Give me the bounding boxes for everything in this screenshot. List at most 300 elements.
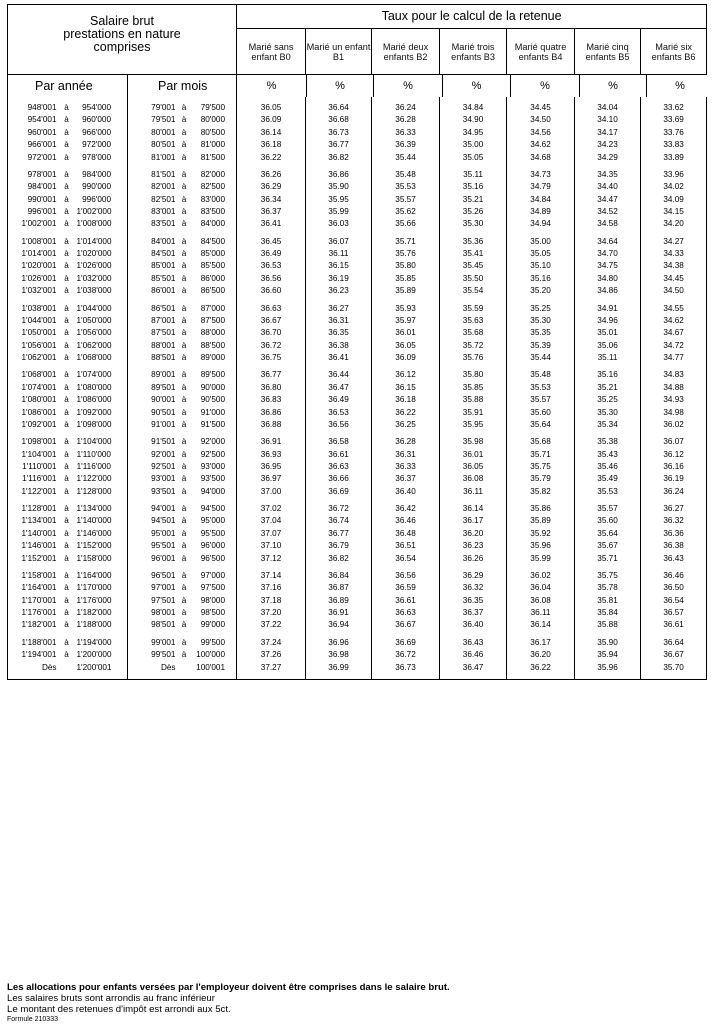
rate-b6: 33.62 — [641, 102, 707, 114]
rate-b2: 35.57 — [372, 194, 440, 206]
month-sep: à — [181, 207, 187, 216]
month-to: 86'000 — [193, 273, 237, 285]
year-sep: à — [64, 595, 69, 605]
year-to: 1'188'000 — [77, 619, 128, 631]
rate-b4: 35.20 — [507, 285, 575, 297]
rate-b2: 35.53 — [372, 181, 440, 193]
column-header-b5: Marié cinq enfants B5 — [575, 29, 641, 75]
month-from: 96'001 — [151, 553, 176, 563]
rate-b4: 35.25 — [507, 302, 575, 314]
year-sep: à — [64, 486, 69, 496]
month-from: 82'501 — [151, 194, 176, 204]
year-to: 966'000 — [77, 127, 128, 139]
month-to: 94'000 — [193, 486, 237, 498]
year-from: 1'092'001 — [8, 419, 57, 431]
year-from: 1'062'001 — [8, 352, 57, 364]
rate-b6: 36.67 — [641, 649, 707, 661]
rate-b6: 36.02 — [641, 419, 707, 431]
year-to: 1'104'000 — [77, 436, 128, 448]
rate-b1: 36.87 — [306, 582, 372, 594]
year-to: 1'008'000 — [77, 218, 128, 230]
rate-b4: 36.11 — [507, 607, 575, 619]
rate-b6: 36.46 — [641, 570, 707, 582]
rate-b5: 34.23 — [575, 139, 641, 151]
year-from: 1'128'001 — [8, 503, 57, 515]
year-to: 1'200'001 — [77, 661, 128, 673]
month-from: 95'501 — [151, 541, 176, 551]
year-to: 1'152'000 — [77, 540, 128, 552]
rate-b6: 34.77 — [641, 352, 707, 364]
rate-b0: 37.22 — [237, 619, 306, 631]
rate-b1: 36.53 — [306, 406, 372, 418]
rate-b5: 35.21 — [575, 382, 641, 394]
rate-b6: 34.62 — [641, 315, 707, 327]
month-sep: à — [181, 115, 187, 125]
group-spacer — [8, 674, 707, 679]
rate-b5: 34.04 — [575, 102, 641, 114]
month-from: 80'501 — [151, 140, 176, 150]
month-sep: à — [181, 353, 187, 363]
rate-b0: 37.18 — [237, 595, 306, 607]
month-from: 96'501 — [151, 570, 176, 580]
year-to: 1'164'000 — [77, 570, 128, 582]
rate-b3: 36.23 — [440, 540, 507, 552]
rate-b1: 36.98 — [306, 649, 372, 661]
month-sep: à — [181, 152, 187, 162]
rate-b3: 36.35 — [440, 595, 507, 607]
year-to: 1'002'000 — [77, 206, 128, 218]
year-sep: à — [64, 194, 69, 204]
month-to: 82'000 — [193, 169, 237, 181]
year-sep: à — [64, 504, 69, 514]
month-to: 82'500 — [193, 181, 237, 193]
spacer-cell — [77, 674, 128, 679]
rate-b3: 35.88 — [440, 394, 507, 406]
year-from: 1'098'001 — [8, 436, 57, 448]
month-to: 81'000 — [193, 139, 237, 151]
month-sep: à — [181, 328, 187, 338]
table-row — [8, 169, 707, 181]
month-from: Dès — [160, 662, 176, 672]
rate-header: Taux pour le calcul de la retenue — [237, 5, 707, 29]
rate-b0: 36.26 — [237, 169, 306, 181]
year-to: 954'000 — [77, 102, 128, 114]
rate-b3: 36.20 — [440, 528, 507, 540]
month-sep: à — [181, 219, 187, 229]
percent-unit-b0: % — [237, 75, 307, 97]
month-to: 96'500 — [193, 553, 237, 565]
rate-b3: 36.01 — [440, 449, 507, 461]
rate-b6: 36.36 — [641, 528, 707, 540]
year-from: 1'164'001 — [8, 582, 57, 594]
rate-b6: 33.69 — [641, 114, 707, 126]
rate-b4: 34.89 — [507, 206, 575, 218]
rate-b3: 36.40 — [440, 619, 507, 631]
month-to: 90'500 — [193, 394, 237, 406]
month-sep: à — [181, 528, 187, 538]
year-to: 1'176'000 — [77, 595, 128, 607]
rate-b4: 34.56 — [507, 127, 575, 139]
rate-b0: 36.67 — [237, 315, 306, 327]
year-sep: à — [64, 249, 69, 259]
rate-b1: 36.82 — [306, 553, 372, 565]
rate-b0: 37.16 — [237, 582, 306, 594]
year-sep: à — [64, 528, 69, 538]
rate-b2: 35.44 — [372, 151, 440, 163]
rate-b1: 36.69 — [306, 486, 372, 498]
percent-unit-b3: % — [443, 75, 511, 97]
rate-b6: 36.32 — [641, 515, 707, 527]
year-sep: à — [64, 449, 69, 459]
year-from: 1'116'001 — [8, 473, 57, 485]
rate-b5: 35.06 — [575, 340, 641, 352]
rate-b5: 34.47 — [575, 194, 641, 206]
month-to: 97'000 — [193, 570, 237, 582]
year-sep: à — [64, 620, 69, 630]
spacer-cell — [237, 674, 306, 679]
rate-b6: 34.20 — [641, 218, 707, 230]
rate-b0: 37.27 — [237, 661, 306, 673]
rate-b6: 34.09 — [641, 194, 707, 206]
year-to: 1'062'000 — [77, 340, 128, 352]
table-row — [8, 661, 707, 673]
year-sep: à — [64, 461, 69, 471]
rate-b6: 36.19 — [641, 473, 707, 485]
rate-b1: 36.64 — [306, 102, 372, 114]
rate-b2: 36.22 — [372, 406, 440, 418]
month-from: 84'501 — [151, 249, 176, 259]
year-from: 954'001 — [8, 114, 57, 126]
rate-b5: 34.17 — [575, 127, 641, 139]
year-sep: à — [64, 152, 69, 162]
month-to: 95'000 — [193, 515, 237, 527]
rate-b0: 36.37 — [237, 206, 306, 218]
table-row — [8, 515, 707, 527]
rate-b4: 35.30 — [507, 315, 575, 327]
rate-b6: 36.64 — [641, 637, 707, 649]
rate-b3: 34.95 — [440, 127, 507, 139]
year-sep: à — [64, 474, 69, 484]
year-to: 990'000 — [77, 181, 128, 193]
rate-b1: 36.86 — [306, 169, 372, 181]
month-to: 87'000 — [193, 302, 237, 314]
table-row — [8, 181, 707, 193]
year-from: 1'032'001 — [8, 285, 57, 297]
year-to: 1'092'000 — [77, 406, 128, 418]
year-to: 1'020'000 — [77, 248, 128, 260]
salary-header — [8, 5, 237, 75]
month-from: 87'501 — [151, 328, 176, 338]
rate-b4: 35.53 — [507, 382, 575, 394]
rate-b5: 34.58 — [575, 218, 641, 230]
par-annee-header: Par année — [8, 75, 128, 98]
year-to: 996'000 — [77, 194, 128, 206]
rate-b1: 36.44 — [306, 369, 372, 381]
percent-unit-b2: % — [374, 75, 443, 97]
rate-table-document — [7, 4, 706, 680]
rate-b4: 35.75 — [507, 461, 575, 473]
rate-b6: 34.93 — [641, 394, 707, 406]
month-from: 91'501 — [151, 437, 176, 447]
year-from: 1'104'001 — [8, 449, 57, 461]
year-to: 1'140'000 — [77, 515, 128, 527]
rate-b1: 35.99 — [306, 206, 372, 218]
rate-b0: 37.20 — [237, 607, 306, 619]
year-sep: à — [64, 370, 69, 380]
year-from: 1'176'001 — [8, 607, 57, 619]
rate-b1: 36.03 — [306, 218, 372, 230]
note-rounding-salary: Les salaires bruts sont arrondis au franc inférieur — [7, 993, 215, 1004]
rate-b2: 36.51 — [372, 540, 440, 552]
month-sep: à — [181, 340, 187, 350]
rate-b6: 34.88 — [641, 382, 707, 394]
rate-b6: 33.96 — [641, 169, 707, 181]
rate-b2: 36.25 — [372, 419, 440, 431]
month-from: 89'501 — [151, 382, 176, 392]
rate-b2: 36.39 — [372, 139, 440, 151]
rate-b6: 36.50 — [641, 582, 707, 594]
rate-b0: 36.63 — [237, 302, 306, 314]
rate-b1: 36.72 — [306, 503, 372, 515]
rate-b6: 34.72 — [641, 340, 707, 352]
table-row — [8, 369, 707, 381]
rate-b4: 35.99 — [507, 553, 575, 565]
rate-b2: 35.93 — [372, 302, 440, 314]
rate-b0: 36.77 — [237, 369, 306, 381]
table-row — [8, 114, 707, 126]
rate-b1: 36.94 — [306, 619, 372, 631]
rate-b4: 36.17 — [507, 637, 575, 649]
month-from: 97'001 — [151, 583, 176, 593]
month-to: 93'000 — [193, 461, 237, 473]
rate-b0: 37.02 — [237, 503, 306, 515]
month-sep: à — [181, 395, 187, 405]
rate-b3: 36.17 — [440, 515, 507, 527]
rate-b2: 36.33 — [372, 127, 440, 139]
year-from: Dès — [8, 661, 57, 673]
year-from: 1'188'001 — [8, 637, 57, 649]
rate-b2: 36.72 — [372, 649, 440, 661]
month-to: 86'500 — [193, 285, 237, 297]
table-row — [8, 236, 707, 248]
column-header-b3: Marié trois enfants B3 — [440, 29, 507, 75]
rate-b5: 34.96 — [575, 315, 641, 327]
column-header-b2: Marié deux enfants B2 — [372, 29, 440, 75]
rate-b5: 35.88 — [575, 619, 641, 631]
month-from: 94'501 — [151, 516, 176, 526]
year-to: 978'000 — [77, 151, 128, 163]
table-row — [8, 486, 707, 498]
month-from: 83'001 — [151, 207, 176, 216]
rate-b5: 35.60 — [575, 515, 641, 527]
rate-b3: 35.21 — [440, 194, 507, 206]
year-from: 1'080'001 — [8, 394, 57, 406]
month-to: 83'000 — [193, 194, 237, 206]
rate-b5: 35.30 — [575, 406, 641, 418]
rate-b4: 36.14 — [507, 619, 575, 631]
month-sep: à — [181, 516, 187, 526]
year-from: 1'170'001 — [8, 595, 57, 607]
year-from: 1'056'001 — [8, 340, 57, 352]
month-sep: à — [181, 315, 187, 325]
year-from: 1'194'001 — [8, 649, 57, 661]
table-row — [8, 540, 707, 552]
rate-b0: 37.14 — [237, 570, 306, 582]
rate-b0: 36.05 — [237, 102, 306, 114]
rate-b0: 37.07 — [237, 528, 306, 540]
month-sep: à — [181, 486, 187, 496]
year-from: 1'146'001 — [8, 540, 57, 552]
rate-b3: 36.05 — [440, 461, 507, 473]
year-sep — [57, 661, 77, 673]
month-from: 81'501 — [151, 169, 176, 179]
rate-b0: 37.12 — [237, 553, 306, 565]
rate-b0: 37.24 — [237, 637, 306, 649]
rate-b6: 34.50 — [641, 285, 707, 297]
year-sep: à — [64, 437, 69, 447]
rate-b5: 35.16 — [575, 369, 641, 381]
month-from: 90'001 — [151, 395, 176, 405]
year-sep: à — [64, 286, 69, 296]
month-to: 96'000 — [193, 540, 237, 552]
rate-b6: 34.27 — [641, 236, 707, 248]
rate-b5: 34.52 — [575, 206, 641, 218]
month-from: 80'001 — [151, 127, 176, 137]
month-to: 90'000 — [193, 382, 237, 394]
rate-b3: 36.14 — [440, 503, 507, 515]
year-sep: à — [64, 419, 69, 429]
rate-b1: 36.49 — [306, 394, 372, 406]
month-sep: à — [181, 437, 187, 447]
rate-b4: 36.02 — [507, 570, 575, 582]
month-sep: à — [181, 620, 187, 630]
rate-b3: 35.63 — [440, 315, 507, 327]
column-header-b6: Marié six enfants B6 — [641, 29, 707, 75]
rate-b0: 36.14 — [237, 127, 306, 139]
rate-b1: 36.82 — [306, 151, 372, 163]
year-to: 1'050'000 — [77, 315, 128, 327]
year-from: 1'002'001 — [8, 218, 57, 230]
rate-b4: 35.10 — [507, 260, 575, 272]
year-to: 972'000 — [77, 139, 128, 151]
column-header-b1: Marié un enfant B1 — [306, 29, 372, 75]
month-from: 97'501 — [151, 595, 176, 605]
rate-b5: 35.81 — [575, 595, 641, 607]
rate-b5: 34.29 — [575, 151, 641, 163]
percent-unit-b5: % — [580, 75, 647, 97]
table-row — [8, 206, 707, 218]
month-sep: à — [181, 102, 187, 112]
spacer-cell — [128, 674, 176, 679]
month-to: 91'500 — [193, 419, 237, 431]
rate-b3: 36.43 — [440, 637, 507, 649]
rate-b6: 36.38 — [641, 540, 707, 552]
month-to: 80'500 — [193, 127, 237, 139]
rate-b4: 35.39 — [507, 340, 575, 352]
year-from: 978'001 — [8, 169, 57, 181]
withholding-rate-table — [7, 4, 707, 680]
footnotes — [7, 982, 707, 1024]
rate-b2: 36.63 — [372, 607, 440, 619]
rate-b4: 35.96 — [507, 540, 575, 552]
rate-b1: 36.77 — [306, 528, 372, 540]
month-sep: à — [181, 583, 187, 593]
rate-b1: 36.79 — [306, 540, 372, 552]
month-to: 98'000 — [193, 595, 237, 607]
rate-b2: 36.15 — [372, 382, 440, 394]
rate-b3: 35.95 — [440, 419, 507, 431]
month-sep: à — [181, 553, 187, 563]
rate-b1: 36.19 — [306, 273, 372, 285]
rate-b6: 36.24 — [641, 486, 707, 498]
spacer-cell — [57, 674, 77, 679]
rate-b4: 36.20 — [507, 649, 575, 661]
spacer-cell — [641, 674, 707, 679]
year-sep: à — [64, 407, 69, 417]
percent-unit-b6: % — [647, 75, 707, 97]
rate-b3: 35.16 — [440, 181, 507, 193]
year-from: 1'140'001 — [8, 528, 57, 540]
rate-b5: 35.90 — [575, 637, 641, 649]
rate-b1: 36.41 — [306, 352, 372, 364]
month-to: 88'500 — [193, 340, 237, 352]
year-sep: à — [64, 553, 69, 563]
month-sep: à — [181, 127, 187, 137]
rate-b3: 35.72 — [440, 340, 507, 352]
rate-b0: 36.95 — [237, 461, 306, 473]
rate-b4: 35.92 — [507, 528, 575, 540]
column-header-b4: Marié quatre enfants B4 — [507, 29, 575, 75]
month-to: 85'500 — [193, 260, 237, 272]
rate-b5: 35.53 — [575, 486, 641, 498]
rate-b3: 36.46 — [440, 649, 507, 661]
rate-b2: 36.67 — [372, 619, 440, 631]
rate-b1: 36.68 — [306, 114, 372, 126]
rate-b3: 35.00 — [440, 139, 507, 151]
rate-b0: 37.26 — [237, 649, 306, 661]
salary-header-text: Salaire brut prestations en nature comprises — [63, 14, 181, 54]
month-from: 90'501 — [151, 407, 176, 417]
year-sep: à — [64, 115, 69, 125]
table-row — [8, 139, 707, 151]
rate-b4: 34.79 — [507, 181, 575, 193]
rate-b5: 35.75 — [575, 570, 641, 582]
year-sep: à — [64, 340, 69, 350]
month-from: 92'001 — [151, 449, 176, 459]
rate-b6: 36.07 — [641, 436, 707, 448]
rate-b6: 34.83 — [641, 369, 707, 381]
year-to: 984'000 — [77, 169, 128, 181]
rate-b1: 36.74 — [306, 515, 372, 527]
rate-b0: 36.09 — [237, 114, 306, 126]
rate-b5: 35.84 — [575, 607, 641, 619]
month-to: 79'500 — [193, 102, 237, 114]
month-sep: à — [181, 504, 187, 514]
year-from: 1'110'001 — [8, 461, 57, 473]
rate-b1: 36.56 — [306, 419, 372, 431]
year-from: 1'182'001 — [8, 619, 57, 631]
month-from: 95'001 — [151, 528, 176, 538]
rate-b6: 33.89 — [641, 151, 707, 163]
month-sep: à — [181, 637, 187, 647]
par-mois-header: Par mois — [128, 75, 237, 98]
month-sep: à — [181, 461, 187, 471]
spacer-cell — [372, 674, 440, 679]
rate-b0: 37.10 — [237, 540, 306, 552]
table-row — [8, 315, 707, 327]
rate-b2: 36.42 — [372, 503, 440, 515]
month-from: 99'001 — [151, 637, 176, 647]
